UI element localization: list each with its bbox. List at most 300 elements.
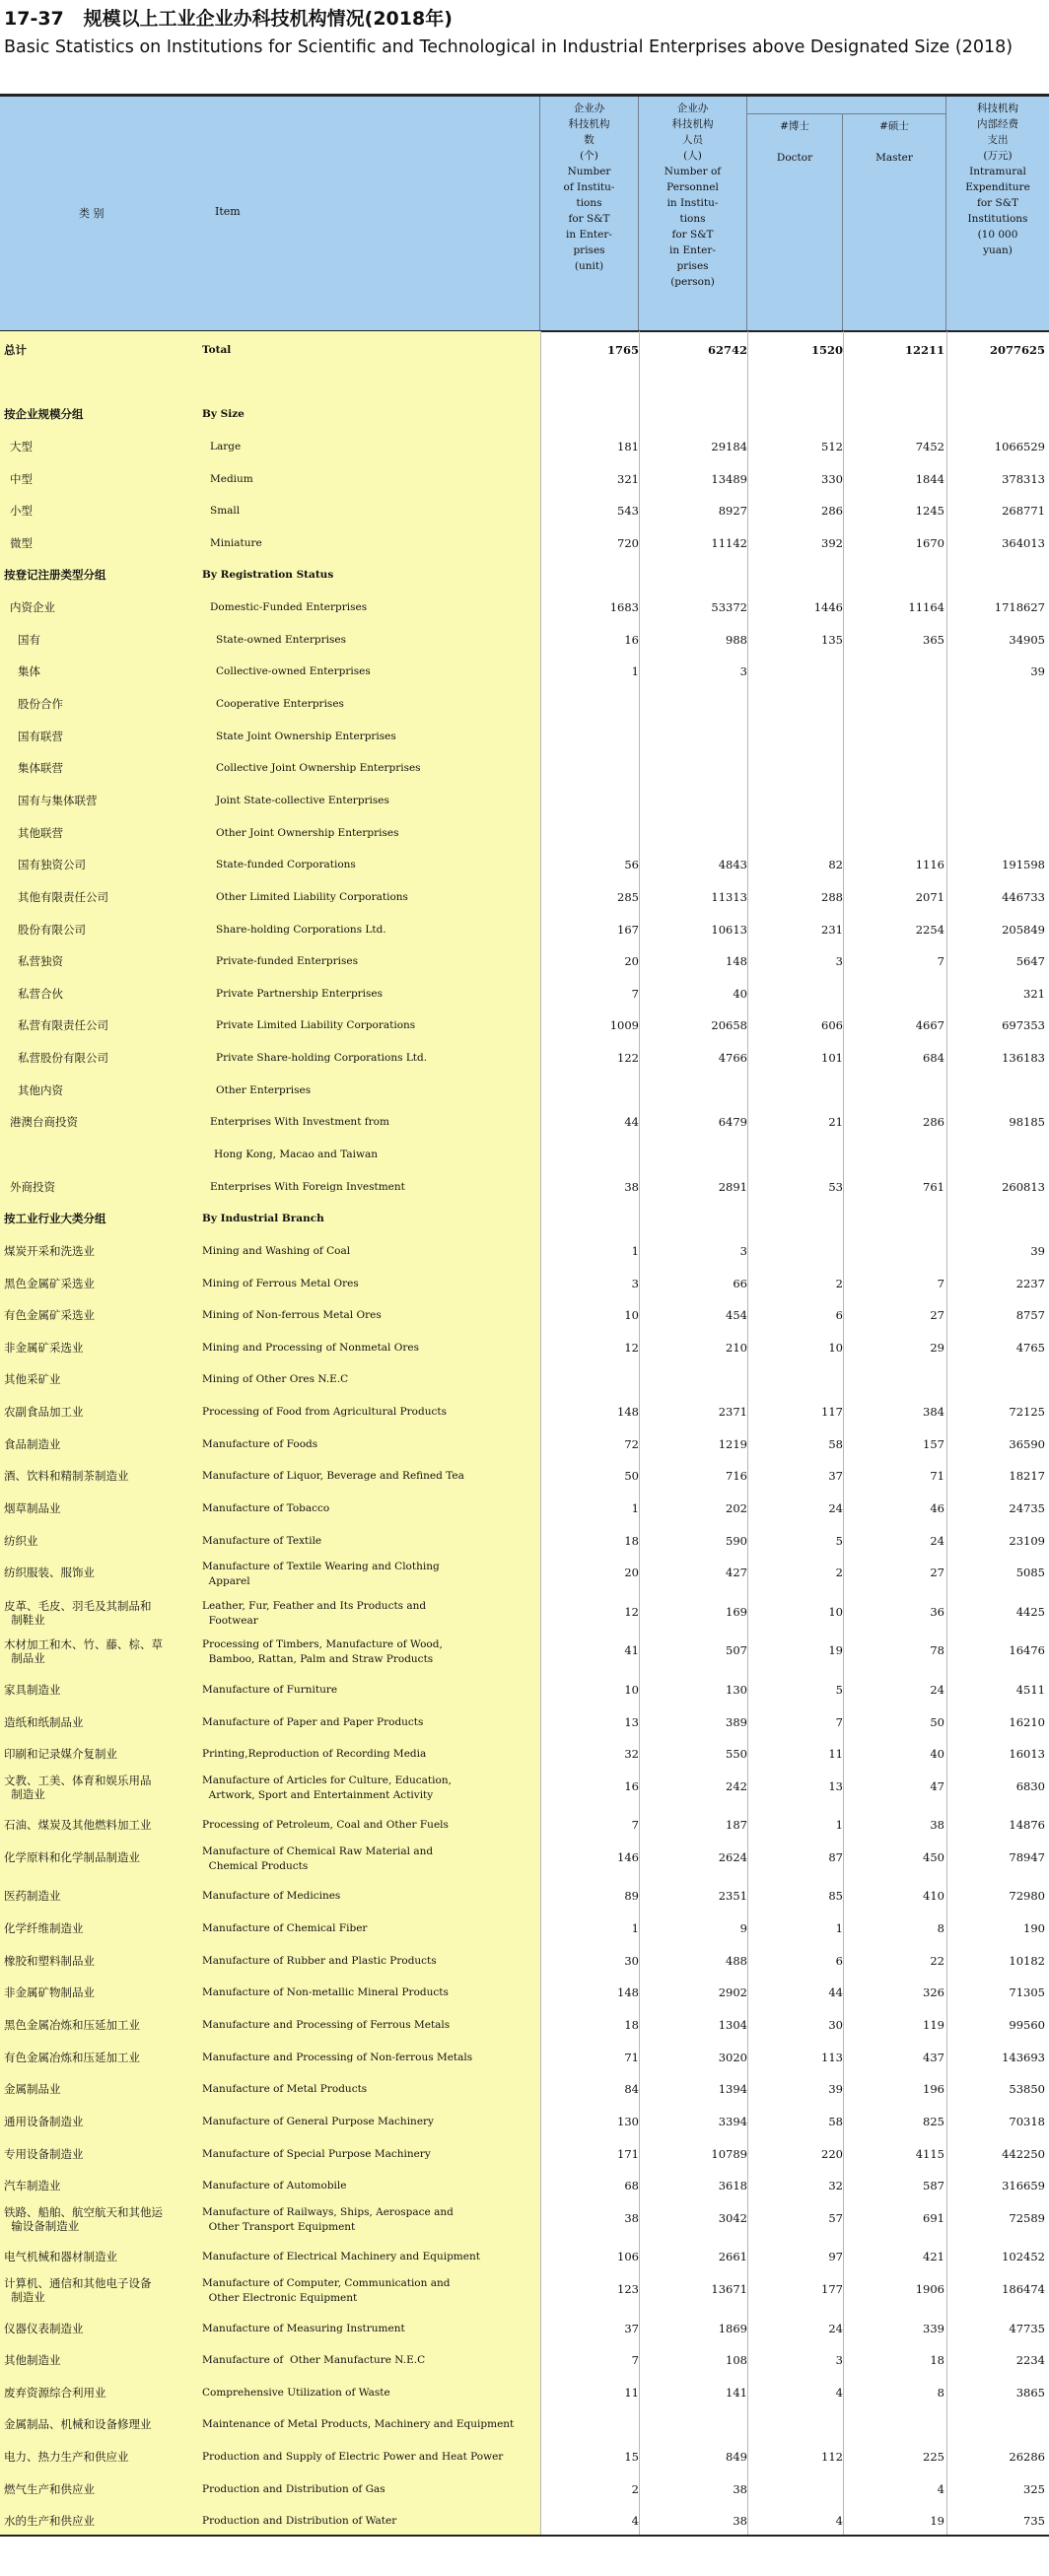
table-row bbox=[0, 2115, 1049, 2147]
row-label-en: Manufacture of Metal Products bbox=[202, 2083, 368, 2096]
row-label-en: Production and Supply of Electric Power and Heat Power bbox=[202, 2451, 504, 2464]
row-value-col2: 10789 bbox=[711, 2146, 747, 2161]
table-row bbox=[0, 2082, 1049, 2115]
row-label-zh: 农副食品加工业 bbox=[4, 1405, 84, 1420]
table-row bbox=[0, 730, 1049, 762]
table-row bbox=[0, 2482, 1049, 2515]
row-value-col2: 66 bbox=[733, 1276, 747, 1290]
table-row bbox=[0, 1148, 1049, 1180]
row-value-col5: 26286 bbox=[1009, 2450, 1045, 2465]
row-label-zh: 集体 bbox=[18, 664, 40, 679]
row-value-col1: 1009 bbox=[609, 1018, 639, 1033]
row-value-col2: 10613 bbox=[711, 922, 747, 937]
row-label-en: Small bbox=[210, 505, 241, 518]
row-label-en: Collective Joint Ownership Enterprises bbox=[216, 762, 421, 775]
row-value-col5: 71305 bbox=[1009, 1985, 1045, 2000]
row-value-col2: 210 bbox=[726, 1340, 747, 1355]
row-label-en: Leather, Fur, Feather and Its Products and Footwear bbox=[202, 1599, 427, 1627]
table-row bbox=[0, 1683, 1049, 1715]
row-label-zh: 电力、热力生产和供应业 bbox=[4, 2450, 129, 2465]
row-value-col2: 4843 bbox=[718, 858, 747, 872]
row-value-col5: 191598 bbox=[1002, 858, 1045, 872]
row-label-en: Share-holding Corporations Ltd. bbox=[216, 923, 386, 936]
row-value-col4: 326 bbox=[923, 1985, 944, 2000]
table-row bbox=[0, 987, 1049, 1019]
row-label-zh: 黑色金属矿采选业 bbox=[4, 1276, 95, 1290]
row-label-zh: 小型 bbox=[10, 504, 33, 519]
row-value-col1: 122 bbox=[617, 1051, 639, 1066]
row-value-col2: 169 bbox=[726, 1604, 747, 1619]
row-label-zh: 文教、工美、体育和娱乐用品 制造业 bbox=[4, 1773, 152, 1801]
row-value-col1: 10 bbox=[624, 1308, 639, 1323]
table-row bbox=[0, 1954, 1049, 1986]
row-value-col1: 1 bbox=[631, 1501, 639, 1516]
row-label-en: Private Limited Liability Corporations bbox=[216, 1019, 416, 1032]
row-label-en: Mining of Ferrous Metal Ores bbox=[202, 1277, 359, 1289]
row-label-zh: 其他采矿业 bbox=[4, 1372, 61, 1387]
row-label-zh: 食品制造业 bbox=[4, 1436, 61, 1451]
row-value-col4: 1245 bbox=[915, 504, 944, 519]
table-row bbox=[0, 761, 1049, 794]
row-value-col2: 38 bbox=[733, 2514, 747, 2529]
row-label-en: Production and Distribution of Water bbox=[202, 2515, 397, 2528]
row-value-col1: 7 bbox=[631, 2353, 639, 2368]
row-value-col4: 365 bbox=[923, 632, 944, 647]
row-label-en: Other Joint Ownership Enterprises bbox=[216, 826, 399, 839]
row-value-col5: 321 bbox=[1023, 986, 1045, 1001]
table-row bbox=[0, 2276, 1049, 2322]
row-value-col3: 112 bbox=[821, 2450, 843, 2465]
row-label-zh: 按工业行业大类分组 bbox=[4, 1212, 106, 1226]
row-value-col2: 202 bbox=[726, 1501, 747, 1516]
row-label-en: Domestic-Funded Enterprises bbox=[210, 601, 368, 614]
table-row bbox=[0, 794, 1049, 826]
row-label-en: Miniature bbox=[210, 536, 262, 549]
row-label-zh: 燃气生产和供应业 bbox=[4, 2481, 95, 2496]
row-label-en: Private Share-holding Corporations Ltd. bbox=[216, 1052, 428, 1065]
row-value-col4: 587 bbox=[923, 2179, 944, 2193]
row-label-en: Large bbox=[210, 440, 242, 453]
row-value-col2: 20658 bbox=[711, 1018, 747, 1033]
row-value-col3: 13 bbox=[828, 1778, 843, 1793]
row-label-zh: 仪器仪表制造业 bbox=[4, 2321, 84, 2335]
row-label-zh: 木材加工和木、竹、藤、棕、草 制品业 bbox=[4, 1637, 163, 1666]
row-value-col1: 11 bbox=[624, 2385, 639, 2400]
row-value-col5: 3865 bbox=[1015, 2385, 1045, 2400]
row-label-zh: 煤炭开采和洗选业 bbox=[4, 1243, 95, 1258]
row-value-col4: 7452 bbox=[915, 439, 944, 453]
table-row bbox=[0, 568, 1049, 600]
row-value-col4: 19 bbox=[930, 2514, 944, 2529]
table-row bbox=[0, 472, 1049, 505]
row-value-col4: 2071 bbox=[915, 889, 944, 904]
row-label-zh: 非金属矿物制品业 bbox=[4, 1985, 95, 2000]
header-col-master: #硕士 Master bbox=[843, 114, 946, 331]
row-value-col5: 23109 bbox=[1009, 1533, 1045, 1548]
row-label-zh: 家具制造业 bbox=[4, 1682, 61, 1697]
row-value-col5: 10182 bbox=[1009, 1953, 1045, 1968]
row-value-col3: 82 bbox=[828, 858, 843, 872]
row-label-zh: 电气机械和器材制造业 bbox=[4, 2250, 117, 2264]
row-value-col3: 231 bbox=[821, 922, 843, 937]
table-row bbox=[0, 1501, 1049, 1534]
row-value-col3: 32 bbox=[828, 2179, 843, 2193]
row-value-col5: 5647 bbox=[1015, 954, 1045, 969]
row-label-en: Manufacture of Furniture bbox=[202, 1683, 338, 1696]
row-value-col2: 242 bbox=[726, 1778, 747, 1793]
row-value-col1: 148 bbox=[617, 1985, 639, 2000]
row-value-col3: 21 bbox=[828, 1115, 843, 1130]
row-value-col5: 205849 bbox=[1002, 922, 1045, 937]
table-row bbox=[0, 1051, 1049, 1083]
row-value-col3: 87 bbox=[828, 1849, 843, 1864]
table-row bbox=[0, 1372, 1049, 1405]
row-value-col1: 146 bbox=[617, 1849, 639, 1864]
row-label-en: Other Limited Liability Corporations bbox=[216, 890, 408, 903]
row-label-en: Manufacture of Chemical Raw Material and Chemical Products bbox=[202, 1845, 434, 1872]
row-value-col3: 58 bbox=[828, 2114, 843, 2128]
row-value-col3: 1520 bbox=[810, 343, 843, 357]
row-label-zh: 按登记注册类型分组 bbox=[4, 568, 106, 583]
row-value-col2: 38 bbox=[733, 2481, 747, 2496]
row-value-col4: 450 bbox=[923, 1849, 944, 1864]
row-label-zh: 私营独资 bbox=[18, 954, 63, 969]
row-value-col1: 56 bbox=[624, 858, 639, 872]
row-value-col3: 7 bbox=[835, 1714, 843, 1729]
table-row bbox=[0, 1921, 1049, 1954]
row-value-col3: 512 bbox=[821, 439, 843, 453]
row-value-col3: 3 bbox=[835, 954, 843, 969]
row-value-col2: 3042 bbox=[718, 2210, 747, 2225]
row-label-en: Manufacture of Liquor, Beverage and Refined Tea bbox=[202, 1470, 464, 1483]
row-value-col5: 16210 bbox=[1009, 1714, 1045, 1729]
row-value-col1: 41 bbox=[624, 1643, 639, 1658]
table-row bbox=[0, 923, 1049, 955]
table-row bbox=[0, 858, 1049, 890]
row-value-col2: 11313 bbox=[711, 889, 747, 904]
table-row bbox=[0, 2018, 1049, 2051]
row-value-col2: 40 bbox=[733, 986, 747, 1001]
row-label-zh: 石油、煤炭及其他燃料加工业 bbox=[4, 1818, 152, 1833]
table-row bbox=[0, 1889, 1049, 1921]
row-label-en: By Size bbox=[202, 408, 245, 421]
row-value-col1: 3 bbox=[631, 1276, 639, 1290]
header-category-zh: 类 别 bbox=[79, 207, 105, 220]
row-value-col3: 58 bbox=[828, 1436, 843, 1451]
row-value-col2: 29184 bbox=[711, 439, 747, 453]
row-label-en: Manufacture of Other Manufacture N.E.C bbox=[202, 2354, 426, 2367]
row-value-col4: 2254 bbox=[915, 922, 944, 937]
row-value-col5: 143693 bbox=[1002, 2050, 1045, 2064]
row-value-col1: 18 bbox=[624, 1533, 639, 1548]
header-sub-divider bbox=[747, 97, 946, 114]
table-row bbox=[0, 2147, 1049, 2180]
row-label-zh: 国有 bbox=[18, 632, 40, 647]
row-value-col4: 4667 bbox=[915, 1018, 944, 1033]
row-label-zh: 铁路、船舶、航空航天和其他运 输设备制造业 bbox=[4, 2204, 163, 2233]
row-value-col3: 24 bbox=[828, 2321, 843, 2335]
row-value-col5: 325 bbox=[1023, 2481, 1045, 2496]
row-label-en: Manufacture of Textile Wearing and Clothing Apparel bbox=[202, 1561, 440, 1588]
row-value-col5: 72125 bbox=[1009, 1405, 1045, 1420]
row-value-col3: 392 bbox=[821, 535, 843, 550]
row-value-col4: 761 bbox=[923, 1179, 944, 1194]
row-label-zh: 微型 bbox=[10, 535, 33, 550]
row-value-col3: 4 bbox=[835, 2385, 843, 2400]
row-value-col5: 316659 bbox=[1002, 2179, 1045, 2193]
row-value-col3: 97 bbox=[828, 2250, 843, 2264]
row-value-col4: 40 bbox=[930, 1747, 944, 1762]
row-label-en: Manufacture of Non-metallic Mineral Products bbox=[202, 1986, 449, 1999]
row-value-col5: 442250 bbox=[1002, 2146, 1045, 2161]
row-value-col1: 1 bbox=[631, 664, 639, 679]
row-label-en: Collective-owned Enterprises bbox=[216, 665, 371, 678]
row-label-en: Cooperative Enterprises bbox=[216, 698, 344, 711]
row-label-zh: 内资企业 bbox=[10, 600, 55, 615]
row-value-col5: 8757 bbox=[1015, 1308, 1045, 1323]
row-value-col1: 7 bbox=[631, 1818, 639, 1833]
row-value-col1: 1 bbox=[631, 1921, 639, 1936]
row-value-col4: 421 bbox=[923, 2250, 944, 2264]
row-value-col1: 12 bbox=[624, 1604, 639, 1619]
row-value-col1: 130 bbox=[617, 2114, 639, 2128]
row-value-col5: 39 bbox=[1030, 1243, 1045, 1258]
row-value-col1: 50 bbox=[624, 1469, 639, 1484]
row-value-col5: 72589 bbox=[1009, 2210, 1045, 2225]
row-value-col2: 2902 bbox=[718, 1985, 747, 2000]
row-value-col3: 5 bbox=[835, 1682, 843, 1697]
row-value-col1: 38 bbox=[624, 1179, 639, 1194]
row-label-en: Joint State-collective Enterprises bbox=[216, 794, 389, 806]
row-value-col5: 186474 bbox=[1002, 2282, 1045, 2296]
row-value-col4: 339 bbox=[923, 2321, 944, 2335]
row-label-zh: 私营有限责任公司 bbox=[18, 1018, 108, 1033]
row-value-col4: 1116 bbox=[915, 858, 944, 872]
row-value-col2: 988 bbox=[726, 632, 747, 647]
row-value-col1: 4 bbox=[631, 2514, 639, 2529]
row-label-zh: 国有与集体联营 bbox=[18, 793, 98, 807]
row-value-col4: 286 bbox=[923, 1115, 944, 1130]
table-row bbox=[0, 1715, 1049, 1748]
row-label-en: Manufacture and Processing of Ferrous Metals bbox=[202, 2019, 451, 2031]
row-value-col2: 53372 bbox=[711, 600, 747, 615]
table-row bbox=[0, 1637, 1049, 1683]
row-label-en: By Industrial Branch bbox=[202, 1213, 324, 1225]
row-value-col1: 720 bbox=[617, 535, 639, 550]
row-value-col1: 2 bbox=[631, 2481, 639, 2496]
row-value-col2: 11142 bbox=[711, 535, 747, 550]
row-value-col1: 10 bbox=[624, 1682, 639, 1697]
row-value-col3: 19 bbox=[828, 1643, 843, 1658]
row-value-col4: 22 bbox=[930, 1953, 944, 1968]
row-value-col3: 6 bbox=[835, 1953, 843, 1968]
row-value-col4: 691 bbox=[923, 2210, 944, 2225]
row-value-col4: 38 bbox=[930, 1818, 944, 1833]
row-value-col3: 113 bbox=[821, 2050, 843, 2064]
row-value-col3: 6 bbox=[835, 1308, 843, 1323]
row-label-en: Enterprises With Foreign Investment bbox=[210, 1180, 405, 1193]
row-value-col2: 13489 bbox=[711, 471, 747, 486]
row-value-col4: 11164 bbox=[908, 600, 944, 615]
table-row bbox=[0, 1212, 1049, 1244]
row-value-col3: 10 bbox=[828, 1604, 843, 1619]
row-label-zh: 大型 bbox=[10, 439, 33, 453]
row-value-col2: 2624 bbox=[718, 1849, 747, 1864]
row-label-en: Printing,Reproduction of Recording Media bbox=[202, 1748, 427, 1761]
row-label-zh: 有色金属矿采选业 bbox=[4, 1308, 95, 1323]
row-label-en: Processing of Timbers, Manufacture of Wood, Bamboo, Rattan, Palm and Straw Products bbox=[202, 1638, 443, 1666]
row-value-col3: 101 bbox=[821, 1051, 843, 1066]
row-label-zh: 金属制品、机械和设备修理业 bbox=[4, 2417, 152, 2432]
row-value-col3: 2 bbox=[835, 1276, 843, 1290]
row-label-en: Production and Distribution of Gas bbox=[202, 2482, 385, 2495]
row-label-en: Medium bbox=[210, 472, 253, 485]
row-value-col5: 39 bbox=[1030, 664, 1045, 679]
row-value-col1: 18 bbox=[624, 2018, 639, 2032]
row-label-zh: 酒、饮料和精制茶制造业 bbox=[4, 1469, 129, 1484]
row-value-col1: 30 bbox=[624, 1953, 639, 1968]
row-label-zh: 废弃资源综合利用业 bbox=[4, 2385, 106, 2400]
header-col-institutions: 企业办 科技机构 数 (个) Number of Institu- tions for S&T in Enter- prises (unit) bbox=[540, 97, 639, 331]
row-value-col5: 446733 bbox=[1002, 889, 1045, 904]
row-label-zh: 纺织服装、服饰业 bbox=[4, 1566, 95, 1580]
row-value-col2: 427 bbox=[726, 1566, 747, 1580]
row-value-col4: 4115 bbox=[915, 2146, 944, 2161]
table-row bbox=[0, 633, 1049, 665]
row-label-zh: 皮革、毛皮、羽毛及其制品和 制鞋业 bbox=[4, 1598, 152, 1627]
row-label-zh: 港澳台商投资 bbox=[10, 1115, 78, 1130]
row-value-col4: 50 bbox=[930, 1714, 944, 1729]
row-value-col3: 2 bbox=[835, 1566, 843, 1580]
row-value-col4: 196 bbox=[923, 2082, 944, 2097]
row-label-en: Manufacture of Special Purpose Machinery bbox=[202, 2147, 431, 2160]
row-label-zh: 其他制造业 bbox=[4, 2353, 61, 2368]
row-value-col4: 1670 bbox=[915, 535, 944, 550]
row-label-zh: 通用设备制造业 bbox=[4, 2114, 84, 2128]
row-label-zh: 造纸和纸制品业 bbox=[4, 1714, 84, 1729]
row-value-col2: 550 bbox=[726, 1747, 747, 1762]
row-value-col1: 148 bbox=[617, 1405, 639, 1420]
row-label-zh: 国有联营 bbox=[18, 729, 63, 743]
row-label-en: Manufacture of Articles for Culture, Education, Artwork, Sport and Entertainment Activity bbox=[202, 1774, 452, 1801]
table-row bbox=[0, 1115, 1049, 1148]
row-value-col3: 1 bbox=[835, 1818, 843, 1833]
table-title-zh: 17-37 规模以上工业企业办科技机构情况(2018年) bbox=[4, 8, 453, 30]
table-row bbox=[0, 1773, 1049, 1819]
row-value-col2: 454 bbox=[726, 1308, 747, 1323]
row-value-col5: 98185 bbox=[1009, 1115, 1045, 1130]
row-value-col5: 24735 bbox=[1009, 1501, 1045, 1516]
row-value-col1: 1765 bbox=[606, 343, 639, 357]
row-value-col5: 53850 bbox=[1009, 2082, 1045, 2097]
row-label-zh: 黑色金属冶炼和压延加工业 bbox=[4, 2018, 140, 2032]
row-value-col2: 3618 bbox=[718, 2179, 747, 2193]
row-value-col3: 288 bbox=[821, 889, 843, 904]
header-left-cell bbox=[0, 97, 540, 331]
table-row bbox=[0, 1341, 1049, 1373]
row-value-col2: 3020 bbox=[718, 2050, 747, 2064]
row-value-col5: 6830 bbox=[1015, 1778, 1045, 1793]
row-value-col3: 39 bbox=[828, 2082, 843, 2097]
row-value-col5: 4765 bbox=[1015, 1340, 1045, 1355]
table-row bbox=[0, 1405, 1049, 1437]
row-value-col2: 3 bbox=[739, 1243, 747, 1258]
row-value-col1: 84 bbox=[624, 2082, 639, 2097]
row-label-en: Processing of Food from Agricultural Products bbox=[202, 1406, 447, 1419]
row-label-en: Manufacture of Computer, Communication and Other Electronic Equipment bbox=[202, 2277, 451, 2304]
row-value-col1: 20 bbox=[624, 954, 639, 969]
row-label-zh: 化学纤维制造业 bbox=[4, 1921, 84, 1936]
row-value-col1: 44 bbox=[624, 1115, 639, 1130]
row-value-col1: 16 bbox=[624, 632, 639, 647]
row-value-col3: 37 bbox=[828, 1469, 843, 1484]
row-value-col2: 488 bbox=[726, 1953, 747, 1968]
row-label-zh: 计算机、通信和其他电子设备 制造业 bbox=[4, 2276, 152, 2304]
row-value-col1: 37 bbox=[624, 2321, 639, 2335]
table-row bbox=[0, 890, 1049, 923]
row-value-col2: 9 bbox=[739, 1921, 747, 1936]
row-value-col3: 85 bbox=[828, 1889, 843, 1904]
row-value-col1: 12 bbox=[624, 1340, 639, 1355]
row-label-en: Manufacture and Processing of Non-ferrous Metals bbox=[202, 2051, 473, 2063]
row-value-col4: 825 bbox=[923, 2114, 944, 2128]
row-label-zh: 专用设备制造业 bbox=[4, 2146, 84, 2161]
row-value-col3: 3 bbox=[835, 2353, 843, 2368]
row-value-col3: 5 bbox=[835, 1533, 843, 1548]
row-value-col1: 16 bbox=[624, 1778, 639, 1793]
row-label-zh: 股份合作 bbox=[18, 697, 63, 712]
row-value-col2: 2351 bbox=[718, 1889, 747, 1904]
row-label-en: Enterprises With Investment from bbox=[210, 1116, 389, 1129]
row-value-col3: 220 bbox=[821, 2146, 843, 2161]
row-value-col4: 18 bbox=[930, 2353, 944, 2368]
row-value-col2: 590 bbox=[726, 1533, 747, 1548]
row-value-col4: 157 bbox=[923, 1436, 944, 1451]
row-value-col4: 384 bbox=[923, 1405, 944, 1420]
row-label-en: Manufacture of Chemical Fiber bbox=[202, 1922, 368, 1935]
row-value-col4: 1906 bbox=[915, 2282, 944, 2296]
row-value-col4: 36 bbox=[930, 1604, 944, 1619]
row-label-en: Manufacture of Railways, Ships, Aerospace and Other Transport Equipment bbox=[202, 2205, 454, 2233]
row-value-col2: 148 bbox=[726, 954, 747, 969]
row-value-col4: 1844 bbox=[915, 471, 944, 486]
row-label-en: Comprehensive Utilization of Waste bbox=[202, 2386, 390, 2399]
row-label-en: Processing of Petroleum, Coal and Other Fuels bbox=[202, 1819, 449, 1832]
row-value-col4: 119 bbox=[923, 2018, 944, 2032]
table-row bbox=[0, 664, 1049, 697]
table-row bbox=[0, 1018, 1049, 1051]
row-value-col1: 71 bbox=[624, 2050, 639, 2064]
table-row bbox=[0, 536, 1049, 569]
row-value-col4: 7 bbox=[937, 954, 944, 969]
row-label-en: Private-funded Enterprises bbox=[216, 955, 358, 968]
row-value-col4: 4 bbox=[937, 2481, 944, 2496]
row-label-en: State-funded Corporations bbox=[216, 859, 356, 871]
row-value-col2: 1219 bbox=[718, 1436, 747, 1451]
table-row bbox=[0, 1437, 1049, 1470]
row-value-col5: 190 bbox=[1023, 1921, 1045, 1936]
row-value-col2: 108 bbox=[726, 2353, 747, 2368]
table-row bbox=[0, 1244, 1049, 1277]
row-label-zh: 其他内资 bbox=[18, 1082, 63, 1097]
table-row bbox=[0, 1083, 1049, 1116]
row-value-col4: 71 bbox=[930, 1469, 944, 1484]
row-value-col5: 2234 bbox=[1015, 2353, 1045, 2368]
row-value-col5: 1718627 bbox=[994, 600, 1045, 615]
row-label-en: Manufacture of General Purpose Machinery bbox=[202, 2115, 434, 2127]
row-value-col3: 4 bbox=[835, 2514, 843, 2529]
header-item: Item bbox=[215, 205, 241, 218]
